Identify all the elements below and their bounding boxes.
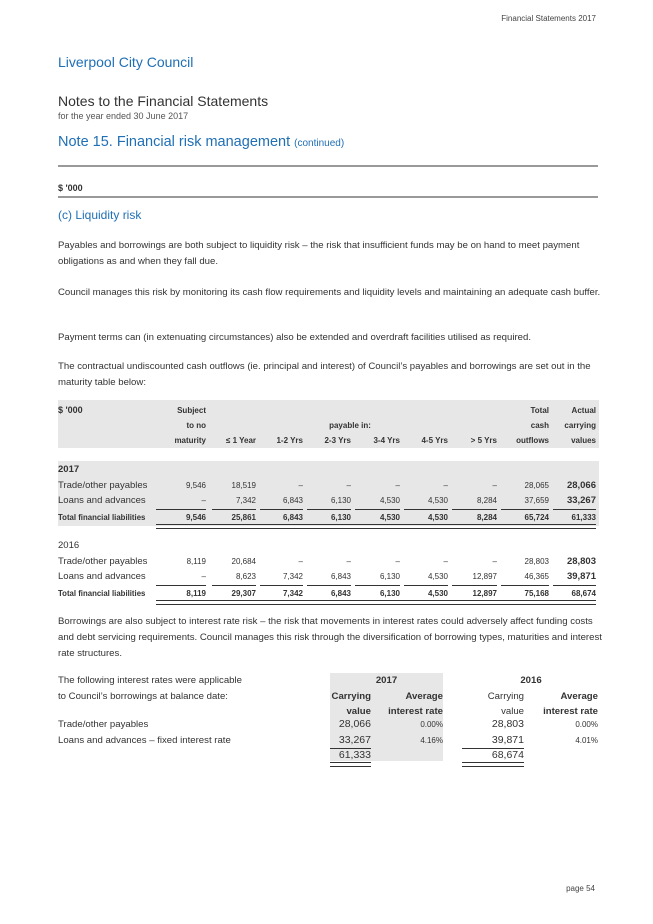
carrying-value-2016: 39,871 [491, 734, 524, 746]
col-head-subject: Subject [177, 406, 206, 415]
rule [553, 585, 596, 586]
col-rate: interest rate [543, 706, 598, 717]
table-cell: 6,130 [330, 496, 351, 505]
total-cell: 75,168 [524, 589, 549, 598]
col-head-to-no: to no [186, 421, 206, 430]
rate-2017: 0.00% [420, 720, 443, 729]
rule [260, 509, 303, 510]
table-cell: 6,843 [330, 572, 351, 581]
rule [452, 585, 497, 586]
rate-2016: 0.00% [575, 720, 598, 729]
interest-intro-line2: to Council’s borrowings at balance date: [58, 691, 228, 702]
row-label: Loans and advances [58, 571, 146, 582]
table-cell: – [395, 481, 400, 490]
total-label: Total financial liabilities [58, 513, 146, 522]
col-average: Average [560, 691, 598, 702]
rule [212, 509, 256, 510]
double-rule [156, 524, 596, 529]
table-cell: 4,530 [427, 572, 448, 581]
table-cell: 6,130 [379, 572, 400, 581]
table-cell: 7,342 [235, 496, 256, 505]
rate-2016: 4.01% [575, 736, 598, 745]
table-cell: – [298, 481, 303, 490]
table-cell: 39,871 [566, 571, 596, 582]
total-cell: 4,530 [379, 513, 400, 522]
rule [355, 509, 400, 510]
rule [553, 509, 596, 510]
organisation-name: Liverpool City Council [58, 54, 194, 70]
table-cell: 18,519 [231, 481, 256, 490]
table-cell: 33,267 [566, 495, 596, 506]
table-cell: 28,803 [566, 556, 596, 567]
rule [260, 585, 303, 586]
rule [355, 585, 400, 586]
document-subtitle: for the year ended 30 June 2017 [58, 111, 189, 121]
total-cell: 9,546 [185, 513, 206, 522]
rule [156, 585, 206, 586]
paragraph: The contractual undiscounted cash outflows (ie. principal and interest) of Council’s payables and borrowings are set out in the maturity table below: [58, 361, 591, 388]
col-head: 1-2 Yrs [276, 436, 303, 445]
carrying-value-2016: 28,803 [491, 718, 524, 730]
double-rule [462, 762, 524, 767]
total-cell: 25,861 [231, 513, 256, 522]
year-label-2016: 2016 [58, 540, 80, 551]
year-2017-head: 2017 [375, 675, 398, 686]
row-label: Loans and advances – fixed interest rate [58, 735, 231, 746]
rule [501, 585, 549, 586]
rule [212, 585, 256, 586]
total-cell: 6,843 [330, 589, 351, 598]
col-carrying: Carrying [487, 691, 524, 702]
table-cell: – [492, 481, 497, 490]
col-head: outflows [516, 436, 549, 445]
total-cell: 6,130 [379, 589, 400, 598]
paragraph: Payment terms can (in extenuating circumstances) also be extended and overdraft facilities utilised as required. [58, 332, 531, 343]
carrying-value-2017: 33,267 [338, 734, 371, 746]
table-cell: 4,530 [379, 496, 400, 505]
table-cell: – [201, 496, 206, 505]
total-cell: 8,284 [476, 513, 497, 522]
table-cell: 8,284 [476, 496, 497, 505]
col-head: 3-4 Yrs [373, 436, 400, 445]
table-cell: 6,843 [282, 496, 303, 505]
table-unit: $ '000 [58, 405, 83, 415]
rule [307, 585, 351, 586]
table-cell: 9,546 [185, 481, 206, 490]
rule [501, 509, 549, 510]
page-number: page 54 [566, 884, 595, 893]
total-cell: 4,530 [427, 513, 448, 522]
total-cell: 68,674 [571, 589, 596, 598]
section-title: (c) Liquidity risk [58, 208, 142, 222]
total-2017: 61,333 [338, 749, 371, 761]
col-head: > 5 Yrs [470, 436, 497, 445]
rule [156, 509, 206, 510]
table-cell: – [346, 557, 351, 566]
table-cell: – [492, 557, 497, 566]
table-cell: 28,065 [524, 481, 549, 490]
table-cell: 37,659 [524, 496, 549, 505]
paragraph: Borrowings are also subject to interest rate risk – the risk that movements in interest rates could adversely affect funding costs and debt servicing requirements. Council manages this risk through the diversification of borrowing types, maturities and interest rate structures. [58, 616, 602, 659]
table-cell: 28,066 [566, 480, 596, 491]
col-head-payable-in: payable in: [329, 421, 371, 430]
total-cell: 7,342 [282, 589, 303, 598]
row-label: Trade/other payables [58, 556, 148, 567]
carrying-value-2017: 28,066 [338, 718, 371, 730]
col-head: ≤ 1 Year [225, 436, 256, 445]
col-value: value [346, 706, 371, 717]
table-cell: 46,365 [524, 572, 549, 581]
total-cell: 61,333 [571, 513, 596, 522]
table-cell: 7,342 [282, 572, 303, 581]
table-cell: – [443, 481, 448, 490]
note-continued: (continued) [294, 138, 345, 149]
col-head-total: Total [530, 406, 549, 415]
double-rule [156, 600, 596, 605]
col-head-actual: Actual [571, 406, 596, 415]
table-cell: – [443, 557, 448, 566]
unit-label: $ '000 [58, 183, 83, 193]
table-cell: 12,897 [472, 572, 497, 581]
total-cell: 29,307 [231, 589, 256, 598]
col-average: Average [405, 691, 443, 702]
table-cell: 20,684 [231, 557, 256, 566]
rule [452, 509, 497, 510]
double-rule [330, 762, 371, 767]
total-cell: 8,119 [186, 589, 206, 598]
document-title: Notes to the Financial Statements [58, 93, 269, 109]
rate-2017: 4.16% [420, 736, 443, 745]
table-cell: 28,803 [524, 557, 549, 566]
table-cell: 8,623 [235, 572, 256, 581]
col-carrying: Carrying [331, 691, 371, 702]
col-head: maturity [174, 436, 206, 445]
col-head: 4-5 Yrs [421, 436, 448, 445]
col-value: value [501, 706, 524, 717]
total-cell: 12,897 [472, 589, 497, 598]
row-label: Trade/other payables [58, 719, 149, 730]
table-cell: – [298, 557, 303, 566]
total-cell: 6,130 [330, 513, 351, 522]
table-cell: – [346, 481, 351, 490]
rule [404, 509, 448, 510]
total-cell: 6,843 [282, 513, 303, 522]
table-cell: – [201, 572, 206, 581]
rule [404, 585, 448, 586]
col-head: values [571, 436, 596, 445]
interest-intro-line1: The following interest rates were applicable [58, 675, 242, 686]
year-2016-head: 2016 [520, 675, 542, 686]
table-cell: 8,119 [186, 557, 206, 566]
col-rate: interest rate [388, 706, 443, 717]
col-head-carrying: carrying [564, 421, 596, 430]
year-label-2017: 2017 [58, 464, 80, 475]
total-2016: 68,674 [491, 749, 524, 761]
row-label: Trade/other payables [58, 480, 148, 491]
running-header: Financial Statements 2017 [501, 14, 596, 23]
total-label: Total financial liabilities [58, 589, 146, 598]
table-cell: – [395, 557, 400, 566]
total-cell: 4,530 [427, 589, 448, 598]
paragraph: Council manages this risk by monitoring its cash flow requirements and liquidity levels and maintaining an adequate cash buffer. [58, 287, 601, 298]
note-title-text: Note 15. Financial risk management [58, 134, 291, 150]
total-cell: 65,724 [524, 513, 549, 522]
paragraph: Payables and borrowings are both subject to liquidity risk – the risk that insufficient funds may be on hand to meet payment obligations as and when they fall due. [58, 240, 580, 267]
col-head-cash: cash [530, 421, 549, 430]
table-cell: 4,530 [427, 496, 448, 505]
rule [307, 509, 351, 510]
row-label: Loans and advances [58, 495, 146, 506]
col-head: 2-3 Yrs [324, 436, 351, 445]
